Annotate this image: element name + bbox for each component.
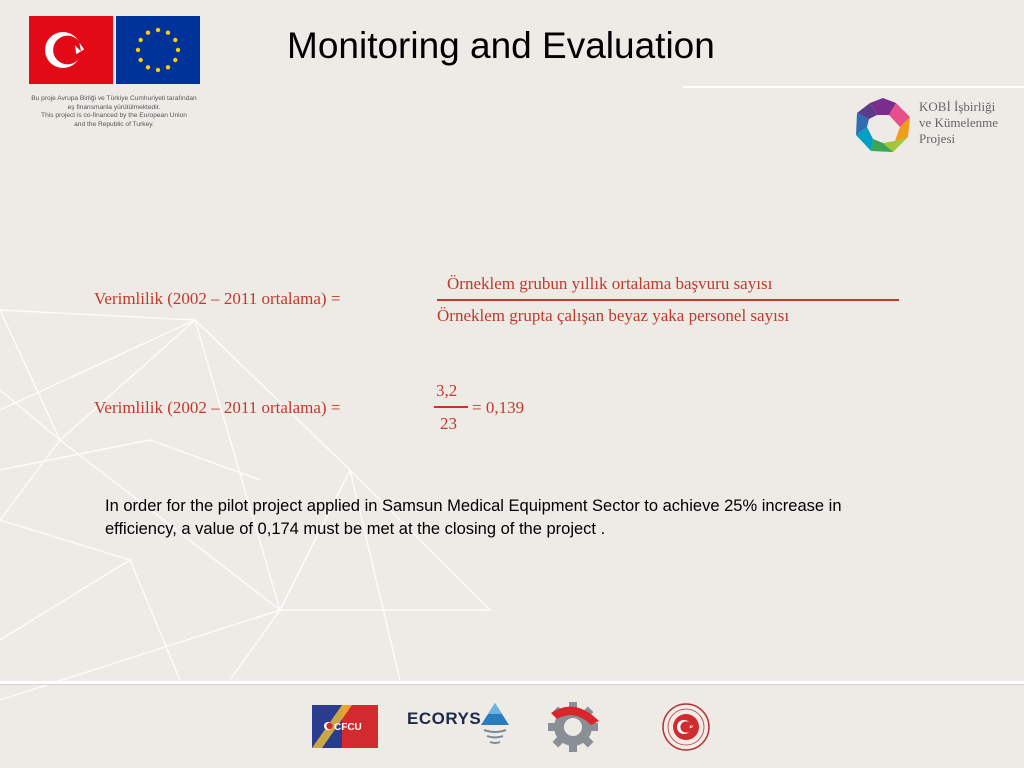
kobi-line-1: KOBİ İşbirliği xyxy=(919,99,996,114)
kobi-project-name xyxy=(919,99,998,147)
page-title: Monitoring and Evaluation xyxy=(287,25,715,66)
formula2-denominator: 23 xyxy=(440,414,457,433)
eu-flag xyxy=(116,16,200,84)
cofinance-line-3: This project is co-financed by the European Union xyxy=(41,112,187,119)
formula2-fraction-bar xyxy=(434,406,468,408)
turkey-seal-logo xyxy=(661,703,711,751)
body-paragraph: In order for the pilot project applied in Samsun Medical Equipment Sector to achieve 25% increase in efficiency, a value of 0,174 must be met at the closing of the project . xyxy=(105,497,842,538)
formula2-numerator: 3,2 xyxy=(436,381,458,400)
flags-logo xyxy=(29,16,200,84)
cofinance-line-2: eş finansmanla yürütülmektedir. xyxy=(67,103,161,111)
formula2-left-side: Verimlilik (2002 – 2011 ortalama) = xyxy=(94,398,341,417)
cfcu-label: CFCU xyxy=(334,722,362,733)
cofinance-line-4: and the Republic of Turkey. xyxy=(74,120,154,128)
formula2-result: = 0,139 xyxy=(472,398,525,417)
ministry-gear-logo xyxy=(542,700,604,752)
footer-divider-shadow xyxy=(0,684,1024,685)
cofinance-line-1: Bu proje Avrupa Birliği ve Türkiye Cumhuriyeti tarafından xyxy=(31,95,197,102)
kobi-line-3: Projesi xyxy=(919,131,956,146)
kobi-line-2: ve Kümelenme xyxy=(919,115,999,130)
cofinance-note xyxy=(24,95,204,129)
formula1-numerator: Örneklem grubun yıllık ortalama başvuru sayısı xyxy=(447,274,773,293)
formula1-left-side: Verimlilik (2002 – 2011 ortalama) = xyxy=(94,289,341,308)
header-divider xyxy=(683,86,1024,88)
ecorys-logo xyxy=(480,703,510,749)
formula1-denominator: Örneklem grupta çalışan beyaz yaka personel sayısı xyxy=(437,306,790,325)
cfcu-logo xyxy=(312,705,378,748)
formula1-fraction-bar xyxy=(437,299,899,301)
ecorys-label: ECORYS xyxy=(407,709,482,728)
